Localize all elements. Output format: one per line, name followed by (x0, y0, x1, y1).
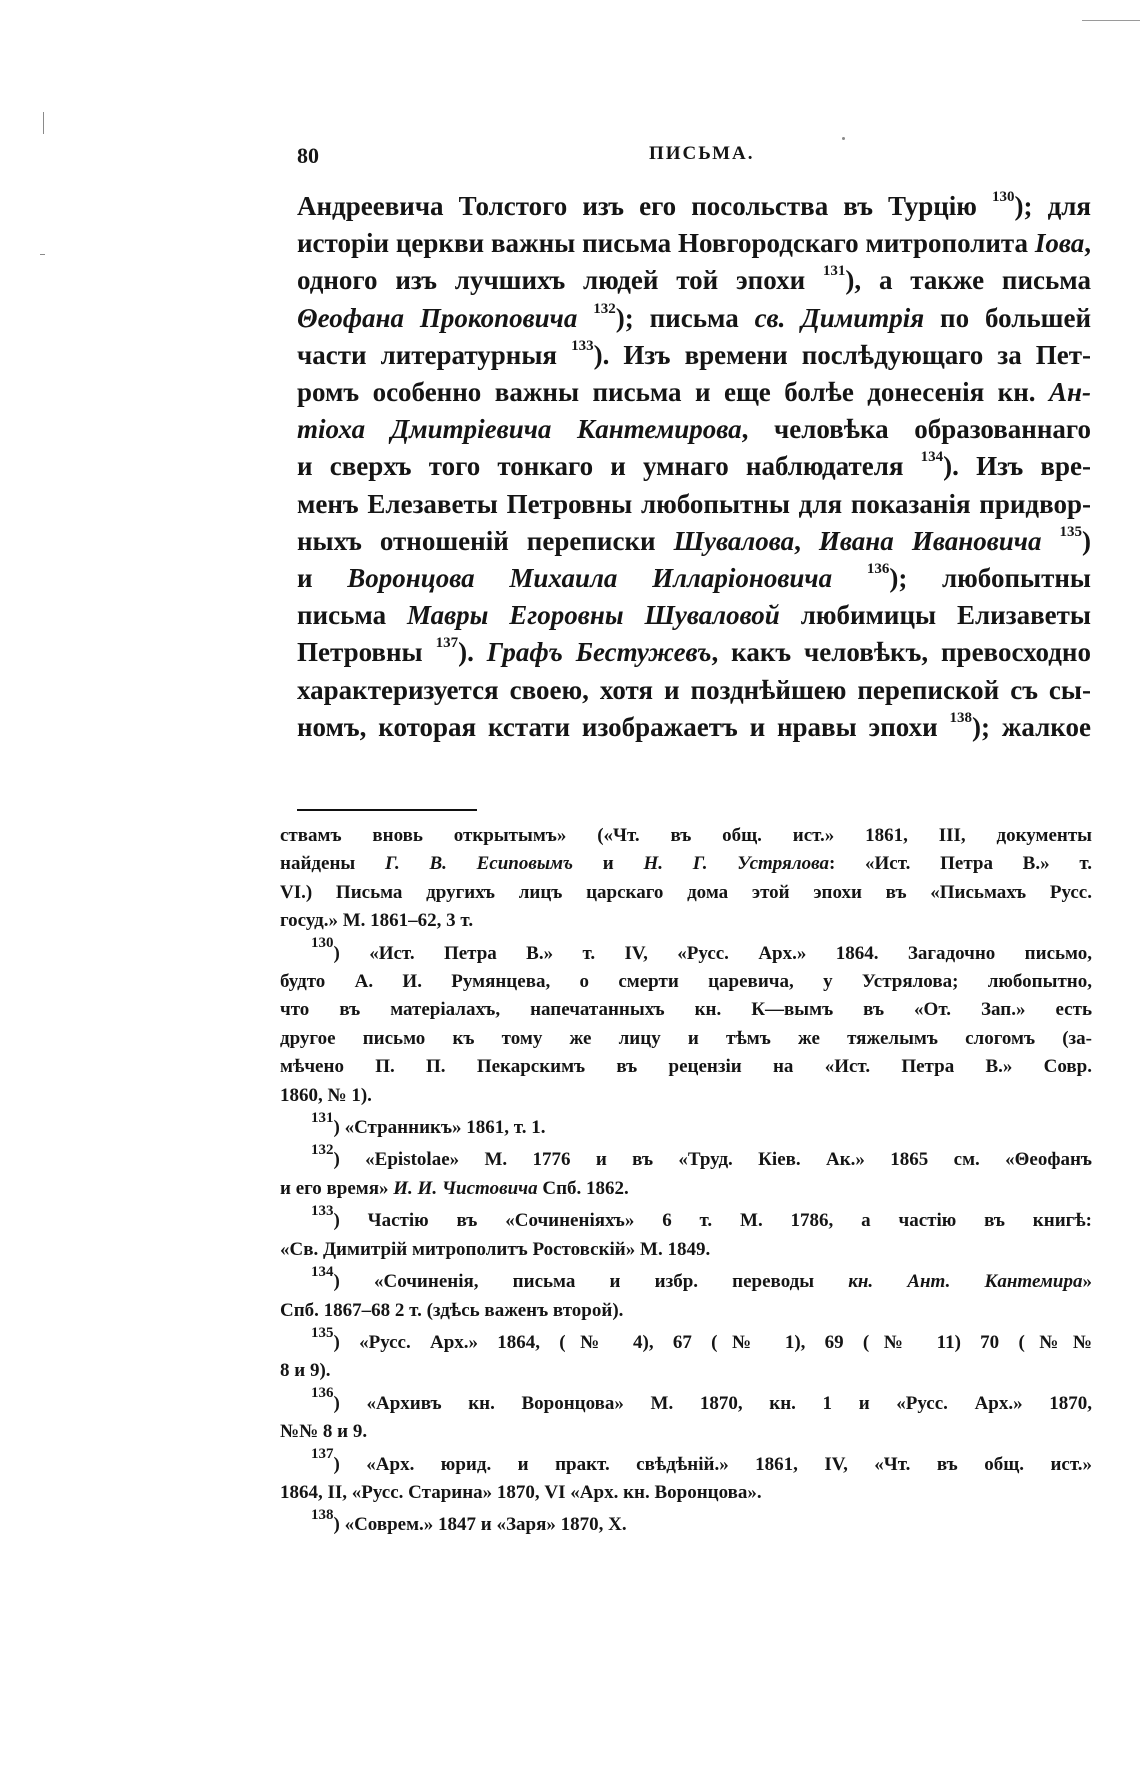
footnote-line (280, 1082, 1092, 1110)
text-run: Спб. 1862. (537, 1177, 629, 1199)
footnote-line (280, 1263, 1092, 1296)
footnote-line (280, 1053, 1092, 1081)
text-line (297, 709, 1091, 746)
text-run: , (1084, 228, 1091, 259)
footnote-ref: 137 (435, 635, 459, 652)
text-run: и его время» (280, 1177, 394, 1199)
footnote-line (280, 996, 1092, 1024)
footnote-line (280, 1357, 1092, 1385)
italic-name: Мавры Егоровны Шуваловой (406, 600, 780, 631)
text-run: ). Изъ вре- (943, 451, 1091, 482)
footnote-line (280, 1446, 1092, 1479)
text-line (297, 225, 1091, 262)
text-run: ); жалкое (972, 711, 1091, 742)
footnote-line (280, 1297, 1092, 1325)
italic-name: кн. Ант. Кантемира (848, 1271, 1083, 1293)
footnote-line (280, 1202, 1092, 1235)
scan-speck (40, 254, 45, 255)
text-run: номъ, которая кстати изображаетъ и нравы эпохи (297, 711, 950, 742)
text-run: №№ 8 и 9. (280, 1421, 368, 1443)
footnote (280, 1507, 1092, 1539)
footnote-ref: 134 (920, 449, 944, 466)
text-run (577, 303, 593, 333)
scan-speck (842, 137, 845, 140)
text-line (297, 300, 1091, 337)
text-run: ) «Арх. юрид. и практ. свѣдѣній.» 1861, IV, «Чт. въ общ. ист.» (333, 1453, 1092, 1475)
text-run: госуд.» М. 1861–62, 3 т. (280, 910, 474, 932)
footnote-ref: 134 (311, 1263, 334, 1280)
footnote-ref: 137 (311, 1446, 334, 1463)
footnote-ref: 132 (593, 300, 616, 317)
scan-edge-rule (1082, 20, 1140, 21)
footnote-ref: 131 (311, 1109, 334, 1126)
text-run: ). Изъ времени послѣдующаго за Пет- (593, 339, 1091, 370)
footnote (280, 1446, 1092, 1508)
text-run: , какъ человѣкъ, превосходно (711, 637, 1091, 668)
text-line (297, 672, 1091, 709)
text-run: VI.) Письма другихъ лицъ царскаго дома этой эпохи въ «Письмахъ Русс. (280, 881, 1092, 903)
text-run: мѣчено П. П. Пекарскимъ въ рецензіи на «Ист. Петра В.» Совр. (280, 1056, 1092, 1078)
footnote-ref: 135 (311, 1324, 334, 1341)
text-line (297, 486, 1091, 523)
text-run: ), а также письма (845, 265, 1091, 296)
footnote-line (280, 1324, 1092, 1357)
text-run: будто А. И. Румянцева, о смерти царевича, у Устрялова; любопытно, (280, 971, 1092, 993)
italic-name: Ивана Ивановича (818, 525, 1042, 556)
text-run: ) «Архивъ кн. Воронцова» М. 1870, кн. 1 и «Русс. Арх.» 1870, (333, 1392, 1092, 1414)
text-run: менъ Елезаветы Петровны любопытны для показанія придвор- (297, 488, 1091, 519)
footnote-ref: 136 (866, 561, 890, 578)
footnote-ref: 130 (992, 189, 1015, 205)
page-header (297, 143, 1091, 177)
text-run: что въ матеріалахъ, напечатанныхъ кн. К—вымъ въ «От. Зап.» есть (280, 999, 1092, 1021)
text-run: и (573, 853, 644, 875)
footnote-line (280, 1236, 1092, 1264)
footnote-ref: 138 (311, 1507, 334, 1524)
text-run: ); для (1014, 191, 1091, 221)
text-run: ). (458, 637, 487, 668)
text-line (297, 262, 1091, 299)
footnote-ref: 138 (949, 709, 973, 726)
running-head: ПИСЬМА. (649, 143, 755, 164)
text-line (297, 523, 1091, 560)
footnote-line (280, 935, 1092, 968)
italic-name: Θеофана Прокоповича (297, 302, 578, 333)
footnote (280, 1142, 1092, 1203)
text-run: ) «Русс. Арх.» 1864, (№ 4), 67 (№ 1), 69 (№ 11) 70 (№№ (333, 1331, 1092, 1353)
italic-name: Г. В. Есиповымъ (384, 853, 574, 875)
footnote-ref: 136 (311, 1385, 334, 1402)
footnote-ref: 133 (571, 337, 594, 354)
text-run: части литературныя (297, 339, 572, 370)
text-run: характеризуется своею, хотя и позднѣйшею перепиской съ сы- (297, 674, 1091, 705)
footnote-line (280, 1385, 1092, 1418)
text-line (297, 560, 1091, 597)
text-run: ); любопытны (889, 563, 1091, 594)
footnote-line (280, 850, 1092, 878)
footnote-ref: 131 (822, 263, 846, 280)
text-run: и сверхъ того тонкаго и умнаго наблюдателя (297, 451, 921, 482)
text-run: письма (297, 600, 407, 631)
footnote-line (280, 879, 1092, 907)
italic-name: св. Димитрія (754, 302, 925, 333)
footnote (280, 1385, 1092, 1447)
italic-name: Графъ Бестужевъ (486, 637, 712, 668)
text-run: 1864, II, «Русс. Старина» 1870, VI «Арх. кн. Воронцова». (280, 1481, 762, 1503)
footnote (280, 1324, 1092, 1386)
italic-name: Н. Г. Устрялова (643, 853, 829, 875)
page-number: 80 (297, 143, 319, 168)
text-run: и (297, 563, 348, 594)
italic-name: Ан- (1049, 377, 1091, 408)
footnote (280, 1202, 1092, 1264)
text-run: : «Ист. Петра В.» т. (828, 853, 1092, 875)
text-line (297, 188, 1091, 225)
text-run: исторіи церкви важны письма Новгородскаго митрополита (297, 228, 1035, 259)
footnote-line (280, 1418, 1092, 1446)
text-line (297, 597, 1091, 634)
text-run: Андреевича Толстого изъ его посольства въ Турцію (297, 191, 992, 221)
text-run: ) (1082, 525, 1091, 556)
footnote-line (280, 822, 1092, 850)
italic-name: Шувалова (673, 525, 795, 556)
footnote-ref: 133 (311, 1202, 334, 1219)
text-run: другое письмо къ тому же лицу и тѣмъ же тяжелымъ слогомъ (за- (280, 1027, 1092, 1049)
text-line (297, 374, 1091, 411)
text-run: «Св. Димитрій митрополитъ Ростовскій» М. 1849. (280, 1238, 711, 1260)
italic-name: Воронцова Михаила Илларіоновича (347, 563, 833, 594)
text-run: ромъ особенно важны письма и еще болѣе донесенія кн. (297, 377, 1049, 408)
text-line (297, 337, 1091, 374)
footnote-line (280, 968, 1092, 996)
text-run: найдены (280, 853, 385, 875)
footnote-line (280, 907, 1092, 935)
text-run: Петровны (297, 637, 436, 668)
italic-name: И. И. Чистовича (393, 1177, 538, 1199)
text-run: ) «Epistolae» М. 1776 и въ «Труд. Кіев. Ак.» 1865 см. «Θеофанъ (333, 1149, 1092, 1171)
text-run: ныхъ отношеній переписки (297, 525, 674, 556)
text-run: ) «Странникъ» 1861, т. 1. (333, 1117, 546, 1139)
text-run: 8 и 9). (280, 1360, 331, 1382)
text-run: ствамъ вновь открытымъ» («Чт. въ общ. ист.» 1861, III, документы (280, 825, 1092, 846)
text-run: ) «Ист. Петра В.» т. IV, «Русс. Арх.» 1864. Загадочно письмо, (333, 942, 1092, 964)
footnote (280, 1263, 1092, 1325)
text-run: Спб. 1867–68 2 т. (здѣсь важенъ второй). (280, 1299, 624, 1321)
footnote-line (280, 1175, 1092, 1203)
footnote-ref: 132 (311, 1142, 334, 1159)
italic-name: Іова (1034, 228, 1085, 259)
text-line (297, 411, 1091, 448)
text-run: ) «Соврем.» 1847 и «Заря» 1870, X. (333, 1514, 627, 1536)
footnote (280, 935, 1092, 1110)
footnote-line (280, 1479, 1092, 1507)
footnotes-block (280, 822, 1092, 1540)
footnote-line (280, 1025, 1092, 1053)
text-run: » (1082, 1271, 1092, 1293)
footnote-ref: 130 (311, 935, 334, 952)
main-text-block (297, 188, 1091, 746)
text-run: 1860, № 1). (280, 1084, 372, 1106)
footnote-line (280, 1142, 1092, 1174)
text-run: по большей (924, 302, 1092, 333)
footnote-separator (297, 809, 477, 811)
italic-name: тіоха Дмитріевича Кантемирова (297, 414, 742, 445)
scan-speck (43, 112, 44, 134)
text-run (832, 563, 867, 593)
footnote (280, 822, 1092, 936)
text-line (297, 448, 1091, 485)
text-run: ) «Сочиненія, письма и избр. переводы (333, 1271, 849, 1293)
text-run: ); письма (615, 302, 755, 333)
footnote-line (280, 1507, 1092, 1539)
text-run: любимицы Елизаветы (779, 600, 1091, 631)
text-run: одного изъ лучшихъ людей той эпохи (297, 265, 823, 296)
text-run: , (794, 525, 819, 556)
text-run: , человѣка образованнаго (741, 414, 1092, 445)
text-run (1041, 526, 1059, 556)
text-line (297, 634, 1091, 671)
text-run: ) Частію въ «Сочиненіяхъ» 6 т. М. 1786, а частію въ книгѣ: (333, 1210, 1092, 1232)
footnote (280, 1109, 1092, 1142)
footnote-line (280, 1109, 1092, 1142)
footnote-ref: 135 (1059, 523, 1082, 540)
